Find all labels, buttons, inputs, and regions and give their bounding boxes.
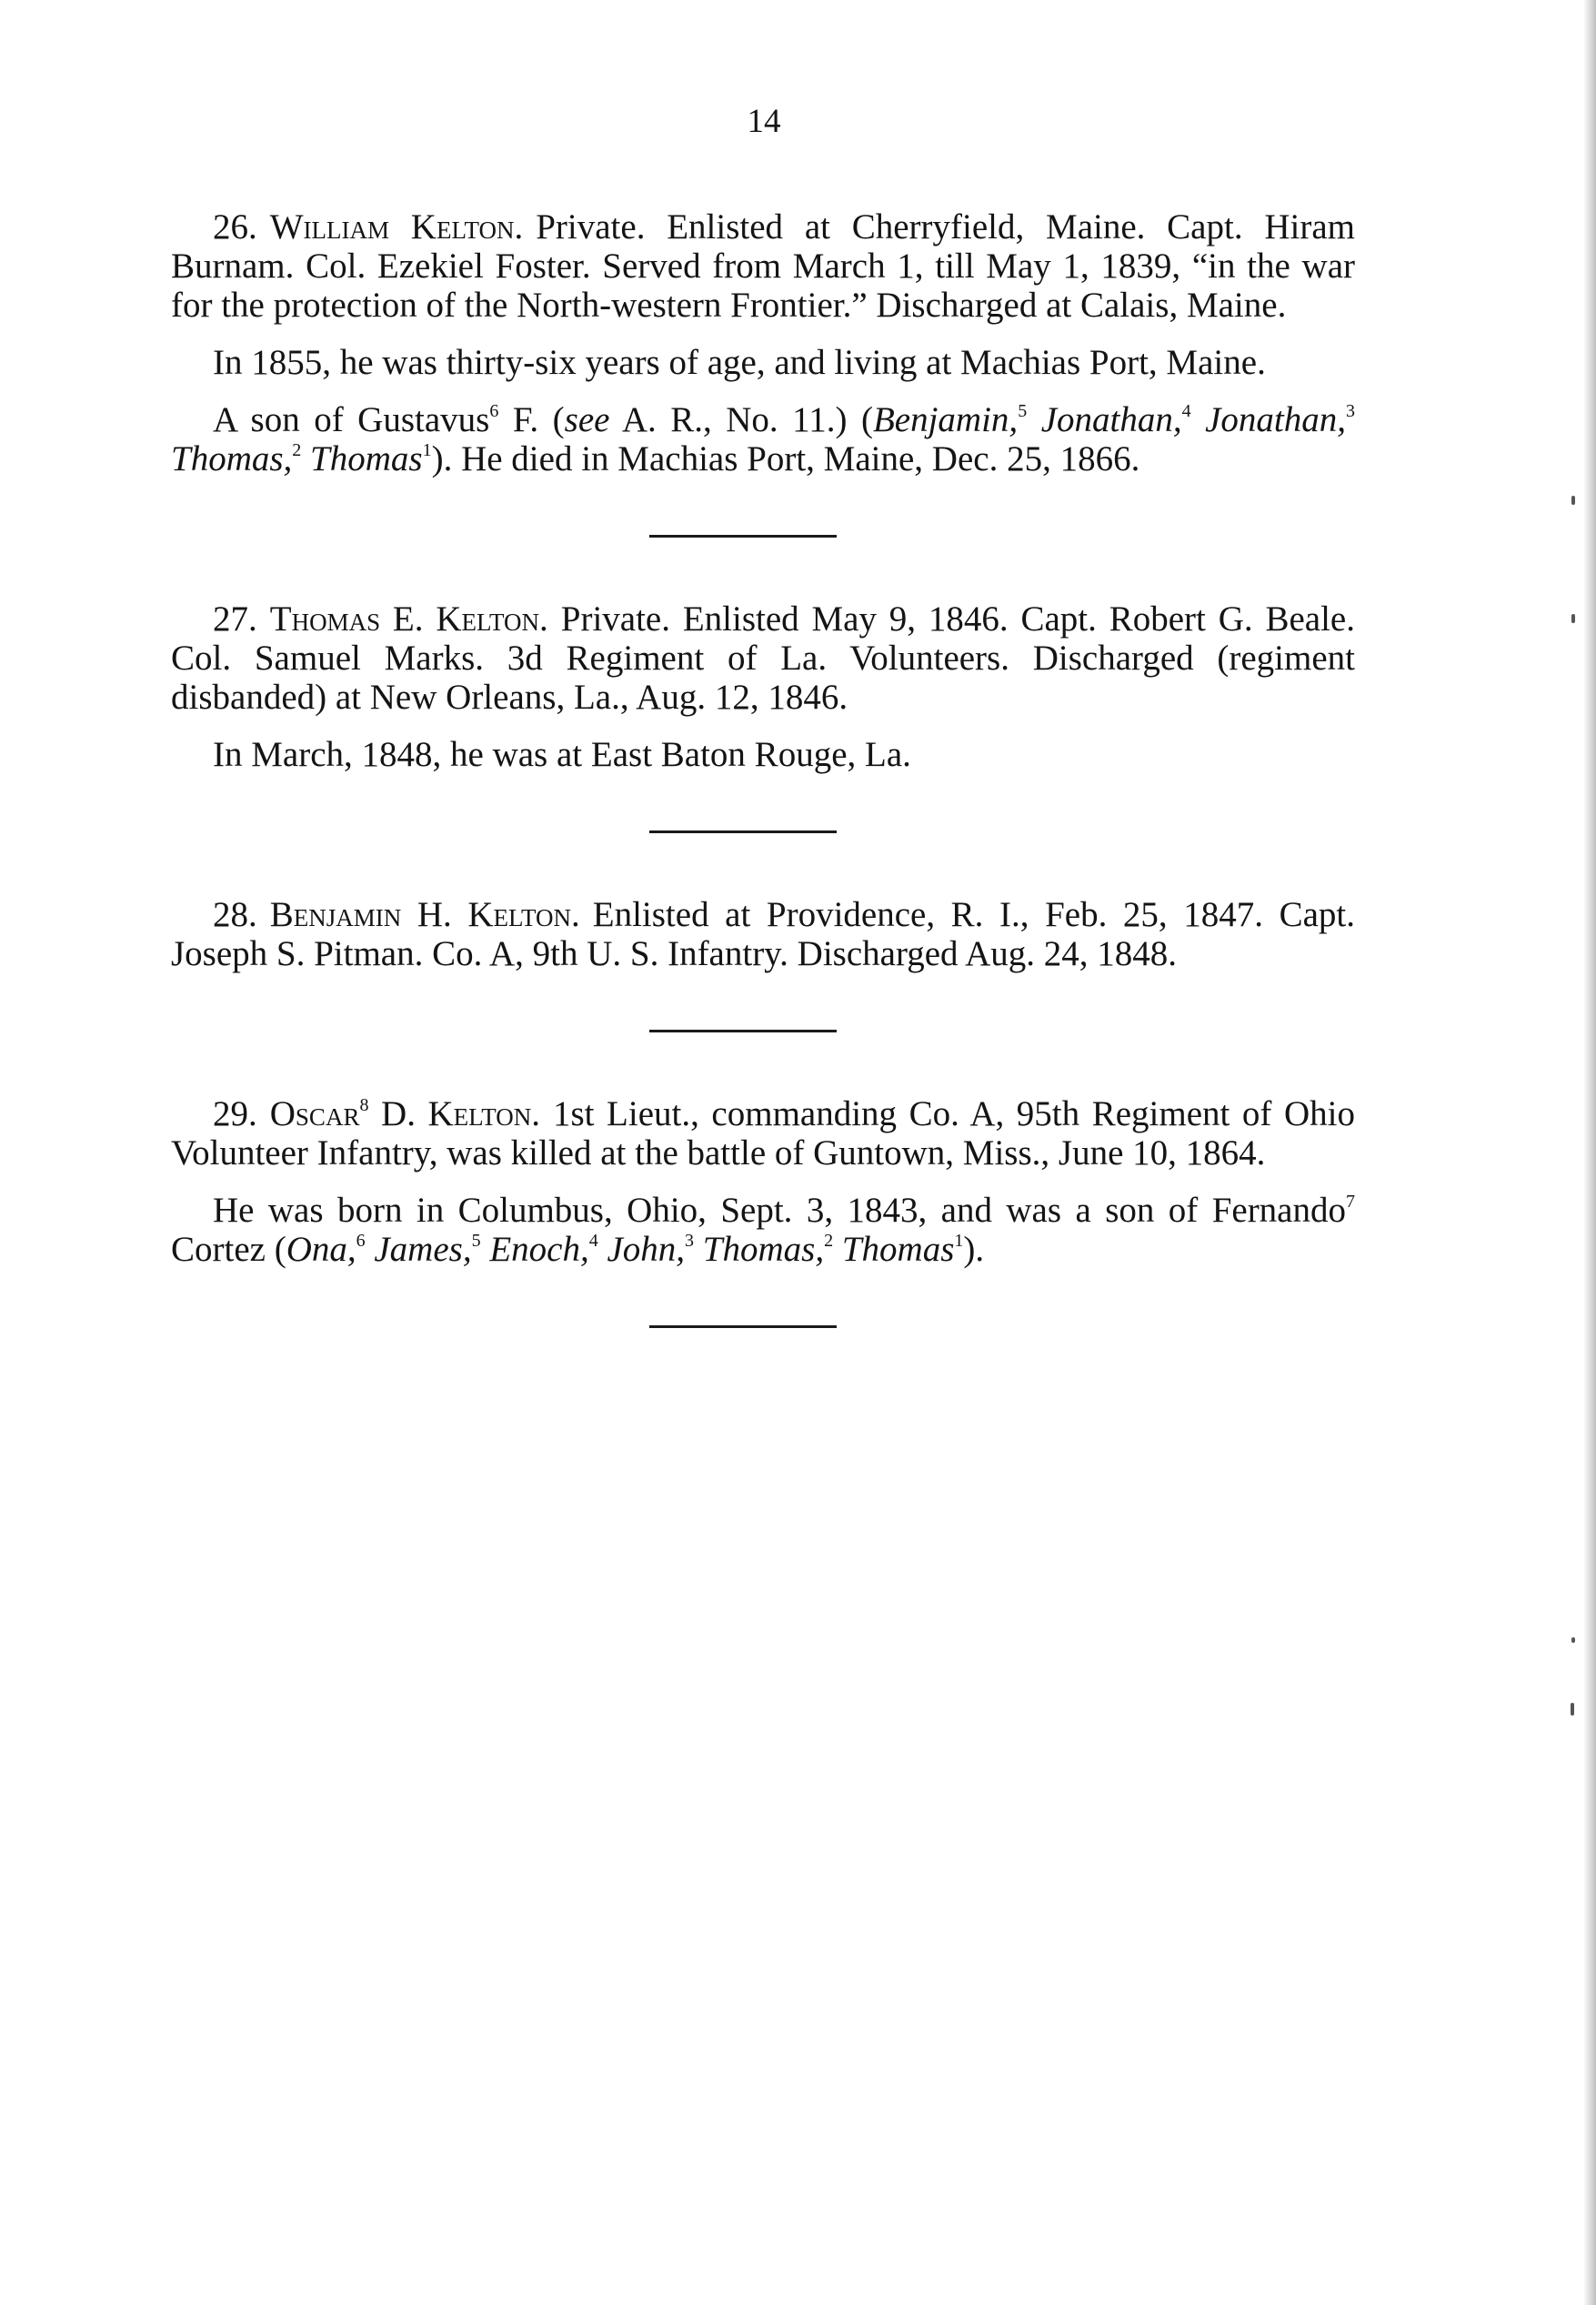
section-divider	[649, 535, 837, 538]
scan-speck	[1571, 1637, 1575, 1643]
entry-text: 1st Lieut., commanding Co. A, 95th Regiment of Ohio Volunteer Infantry, was killed at the battle of Guntown, Miss., June 10, 1864.	[171, 1094, 1355, 1173]
entry-number: 27.	[213, 599, 257, 639]
scan-speck	[1571, 1703, 1574, 1716]
entry-26	[171, 207, 1355, 478]
section-divider	[649, 830, 837, 833]
entry-27	[171, 599, 1355, 774]
text-column	[171, 207, 1355, 1390]
page-number: 14	[747, 103, 781, 140]
scan-speck	[1571, 496, 1575, 505]
entry-29-paragraph-2: He was born in Columbus, Ohio, Sept. 3, 1843, and was a son of Fernando$^7$ Cortez (Ona,$^6$ James,$^5$ Enoch,$^4$ John,$^3$ Thomas,$^2$ Thomas$^1$).	[171, 1191, 1355, 1269]
entry-number: 28.	[213, 895, 257, 934]
entry-26-paragraph-3: A son of Gustavus$^6$ F. (see A. R., No. 11.) (Benjamin,$^5$ Jonathan,$^4$ Jonathan,$^3$ Thomas,$^2$ Thomas$^1$). He died in Machias Port, Maine, Dec. 25, 1866.	[171, 400, 1356, 478]
entry-26-paragraph-1	[171, 207, 1355, 325]
scan-speck	[1571, 614, 1575, 623]
entry-27-paragraph-2: In March, 1848, he was at East Baton Rouge, La.	[213, 735, 911, 774]
entry-29-paragraph-1	[171, 1094, 1355, 1173]
entry-number: 26.	[213, 207, 257, 247]
entry-text: Private. Enlisted May 9, 1846. Capt. Robert G. Beale. Col. Samuel Marks. 3d Regiment of La. Volunteers. Discharged (regiment disbanded) at New Orleans, La., Aug. 12, 1846.	[171, 599, 1355, 717]
entry-26-paragraph-2: In 1855, he was thirty-six years of age, and living at Machias Port, Maine.	[213, 343, 1266, 382]
section-divider	[649, 1030, 837, 1032]
entry-name: Oscar$^8$ D. Kelton.	[269, 1094, 540, 1133]
entry-name: Thomas E. Kelton.	[269, 599, 548, 639]
entry-28	[171, 895, 1355, 973]
page-edge-shadow	[1583, 0, 1596, 2305]
entry-text: Private. Enlisted at Cherryfield, Maine. Capt. Hiram Burnam. Col. Ezekiel Foster. Served from March 1, till May 1, 1839, “in the war for the protection of the North-western Frontier.” Discharged at Calais, Maine.	[171, 207, 1355, 325]
entry-number: 29.	[213, 1094, 257, 1133]
entry-27-paragraph-1	[171, 599, 1355, 717]
entry-28-paragraph-1	[171, 895, 1355, 973]
entry-29	[171, 1094, 1355, 1269]
entry-name: Benjamin H. Kelton.	[269, 895, 580, 934]
section-divider	[649, 1325, 837, 1328]
entry-name: William Kelton.	[269, 207, 524, 247]
entry-text: Enlisted at Providence, R. I., Feb. 25, 1847. Capt. Joseph S. Pitman. Co. A, 9th U. S. Infantry. Discharged Aug. 24, 1848.	[171, 895, 1355, 973]
